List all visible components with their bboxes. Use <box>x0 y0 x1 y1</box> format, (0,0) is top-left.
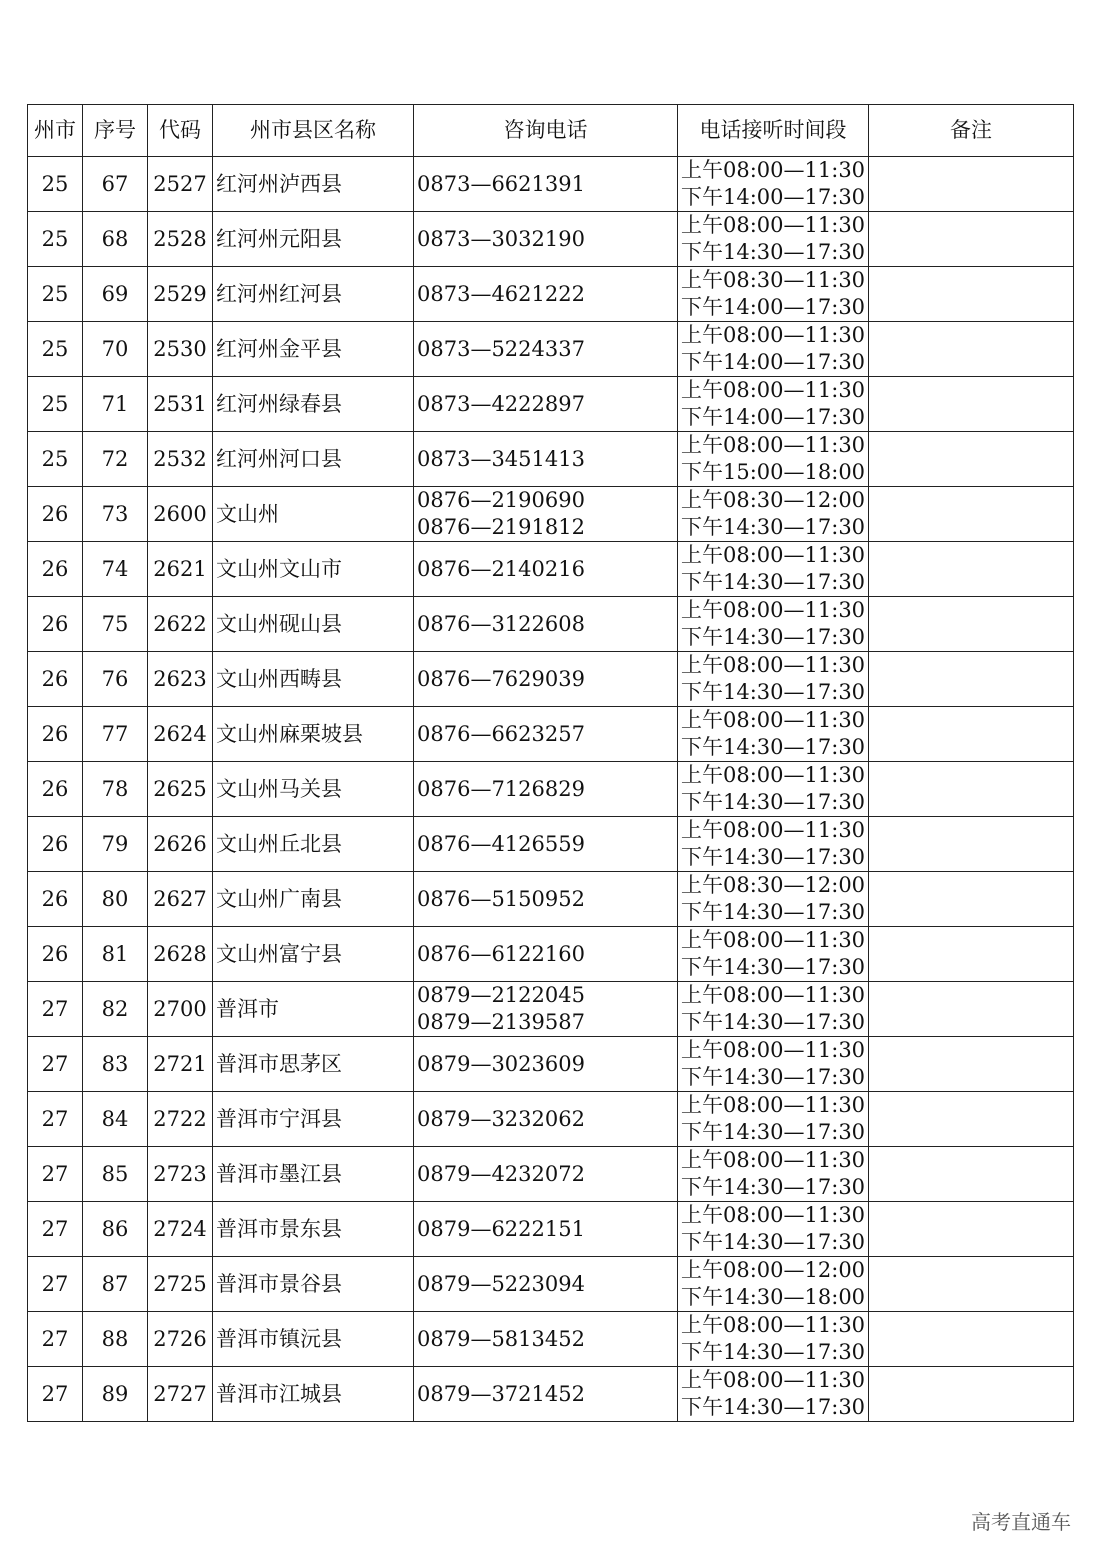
cell-daima: 2623 <box>148 652 213 707</box>
phone-number: 0879—2122045 <box>417 983 585 1007</box>
cell-xuhao: 79 <box>83 817 148 872</box>
cell-note <box>869 707 1074 762</box>
hours-line: 上午08:00—11:30 <box>681 1038 866 1062</box>
cell-phone <box>414 212 678 267</box>
header-xuhao: 序号 <box>83 105 148 157</box>
cell-daima: 2725 <box>148 1257 213 1312</box>
cell-name: 普洱市江城县 <box>213 1367 414 1422</box>
cell-hours <box>678 1147 869 1202</box>
cell-daima: 2625 <box>148 762 213 817</box>
cell-phone <box>414 487 678 542</box>
table-row <box>28 212 1074 267</box>
table-row <box>28 927 1074 982</box>
cell-zhou: 25 <box>28 157 83 212</box>
table-body <box>28 157 1074 1422</box>
cell-phone <box>414 1037 678 1092</box>
phone-number: 0876—2191812 <box>417 515 585 539</box>
cell-hours <box>678 597 869 652</box>
hours-line: 下午14:30—17:30 <box>681 1175 866 1199</box>
cell-phone <box>414 762 678 817</box>
hours-line: 下午14:00—17:30 <box>681 295 866 319</box>
cell-name: 红河州金平县 <box>213 322 414 377</box>
cell-hours <box>678 487 869 542</box>
cell-note <box>869 212 1074 267</box>
cell-xuhao: 87 <box>83 1257 148 1312</box>
phone-number: 0876—7629039 <box>417 666 585 691</box>
table-row <box>28 432 1074 487</box>
cell-xuhao: 68 <box>83 212 148 267</box>
cell-note <box>869 322 1074 377</box>
cell-zhou: 26 <box>28 542 83 597</box>
cell-zhou: 25 <box>28 212 83 267</box>
cell-phone <box>414 872 678 927</box>
cell-hours <box>678 432 869 487</box>
table-row <box>28 652 1074 707</box>
hours-line: 下午14:30—17:30 <box>681 1065 866 1089</box>
phone-number: 0879—6222151 <box>417 1216 585 1241</box>
cell-zhou: 26 <box>28 597 83 652</box>
hours-line: 上午08:00—11:30 <box>681 543 866 567</box>
cell-name: 文山州麻栗坡县 <box>213 707 414 762</box>
table-row <box>28 707 1074 762</box>
table-row <box>28 1092 1074 1147</box>
table-row <box>28 762 1074 817</box>
hours-line: 下午14:30—17:30 <box>681 735 866 759</box>
cell-daima: 2724 <box>148 1202 213 1257</box>
hours-line: 下午14:30—17:30 <box>681 240 866 264</box>
cell-name: 普洱市景东县 <box>213 1202 414 1257</box>
hours-line: 上午08:00—11:30 <box>681 158 866 182</box>
cell-phone <box>414 1092 678 1147</box>
cell-name: 普洱市镇沅县 <box>213 1312 414 1367</box>
cell-xuhao: 75 <box>83 597 148 652</box>
cell-hours <box>678 377 869 432</box>
cell-note <box>869 1037 1074 1092</box>
hours-line: 下午14:30—17:30 <box>681 570 866 594</box>
cell-xuhao: 81 <box>83 927 148 982</box>
cell-phone <box>414 1367 678 1422</box>
hours-line: 下午14:00—17:30 <box>681 405 866 429</box>
cell-xuhao: 71 <box>83 377 148 432</box>
cell-hours <box>678 1367 869 1422</box>
cell-name: 文山州马关县 <box>213 762 414 817</box>
hours-line: 下午14:30—18:00 <box>681 1285 866 1309</box>
cell-note <box>869 267 1074 322</box>
hours-line: 上午08:00—11:30 <box>681 1368 866 1392</box>
cell-name: 文山州 <box>213 487 414 542</box>
cell-daima: 2621 <box>148 542 213 597</box>
cell-zhou: 27 <box>28 1312 83 1367</box>
phone-number: 0873—3032190 <box>417 226 585 251</box>
table-row <box>28 322 1074 377</box>
cell-phone <box>414 377 678 432</box>
table-row <box>28 1312 1074 1367</box>
cell-note <box>869 1367 1074 1422</box>
cell-xuhao: 78 <box>83 762 148 817</box>
header-hours: 电话接听时间段 <box>678 105 869 157</box>
cell-zhou: 25 <box>28 432 83 487</box>
cell-name: 文山州砚山县 <box>213 597 414 652</box>
phone-number: 0876—2140216 <box>417 556 585 581</box>
cell-daima: 2722 <box>148 1092 213 1147</box>
contact-table <box>27 104 1074 1422</box>
cell-daima: 2531 <box>148 377 213 432</box>
cell-name: 红河州泸西县 <box>213 157 414 212</box>
cell-name: 文山州西畴县 <box>213 652 414 707</box>
hours-line: 下午14:30—17:30 <box>681 900 866 924</box>
cell-xuhao: 80 <box>83 872 148 927</box>
watermark-text: 高考直通车 <box>971 1510 1071 1534</box>
table-row <box>28 1257 1074 1312</box>
cell-daima: 2723 <box>148 1147 213 1202</box>
cell-daima: 2628 <box>148 927 213 982</box>
cell-xuhao: 70 <box>83 322 148 377</box>
cell-hours <box>678 1202 869 1257</box>
cell-hours <box>678 927 869 982</box>
cell-note <box>869 762 1074 817</box>
cell-daima: 2527 <box>148 157 213 212</box>
cell-name: 文山州广南县 <box>213 872 414 927</box>
cell-daima: 2528 <box>148 212 213 267</box>
cell-hours <box>678 212 869 267</box>
cell-xuhao: 77 <box>83 707 148 762</box>
cell-hours <box>678 817 869 872</box>
hours-line: 上午08:30—12:00 <box>681 873 866 897</box>
cell-daima: 2529 <box>148 267 213 322</box>
cell-hours <box>678 872 869 927</box>
cell-name: 普洱市 <box>213 982 414 1037</box>
cell-daima: 2626 <box>148 817 213 872</box>
header-name: 州市县区名称 <box>213 105 414 157</box>
hours-line: 上午08:00—11:30 <box>681 213 866 237</box>
cell-hours <box>678 322 869 377</box>
hours-line: 下午14:30—17:30 <box>681 1120 866 1144</box>
cell-hours <box>678 707 869 762</box>
cell-note <box>869 432 1074 487</box>
table-row <box>28 487 1074 542</box>
cell-zhou: 26 <box>28 927 83 982</box>
cell-name: 红河州绿春县 <box>213 377 414 432</box>
hours-line: 下午14:00—17:30 <box>681 185 866 209</box>
cell-zhou: 27 <box>28 1367 83 1422</box>
cell-zhou: 27 <box>28 1147 83 1202</box>
cell-name: 普洱市宁洱县 <box>213 1092 414 1147</box>
hours-line: 下午14:30—17:30 <box>681 790 866 814</box>
hours-line: 下午14:30—17:30 <box>681 955 866 979</box>
hours-line: 上午08:30—12:00 <box>681 488 866 512</box>
cell-zhou: 25 <box>28 267 83 322</box>
cell-daima: 2622 <box>148 597 213 652</box>
cell-note <box>869 982 1074 1037</box>
header-zhou: 州市 <box>28 105 83 157</box>
hours-line: 下午14:30—17:30 <box>681 1340 866 1364</box>
phone-number: 0879—3232062 <box>417 1106 585 1131</box>
table-row <box>28 1202 1074 1257</box>
phone-number: 0879—4232072 <box>417 1161 585 1186</box>
cell-xuhao: 85 <box>83 1147 148 1202</box>
hours-line: 上午08:00—11:30 <box>681 323 866 347</box>
cell-xuhao: 76 <box>83 652 148 707</box>
phone-number: 0873—4222897 <box>417 391 585 416</box>
cell-phone <box>414 542 678 597</box>
cell-xuhao: 67 <box>83 157 148 212</box>
table-row <box>28 1037 1074 1092</box>
cell-phone <box>414 817 678 872</box>
cell-name: 红河州红河县 <box>213 267 414 322</box>
cell-name: 文山州丘北县 <box>213 817 414 872</box>
cell-zhou: 27 <box>28 1202 83 1257</box>
cell-note <box>869 377 1074 432</box>
cell-xuhao: 74 <box>83 542 148 597</box>
cell-zhou: 27 <box>28 1257 83 1312</box>
phone-number: 0876—2190690 <box>417 488 585 512</box>
phone-number: 0873—5224337 <box>417 336 585 361</box>
cell-xuhao: 84 <box>83 1092 148 1147</box>
table-row <box>28 817 1074 872</box>
cell-name: 普洱市景谷县 <box>213 1257 414 1312</box>
phone-number: 0879—5223094 <box>417 1271 585 1296</box>
hours-line: 上午08:00—11:30 <box>681 1093 866 1117</box>
header-row <box>28 105 1074 157</box>
cell-phone <box>414 1312 678 1367</box>
cell-name: 红河州元阳县 <box>213 212 414 267</box>
cell-zhou: 26 <box>28 707 83 762</box>
cell-phone <box>414 432 678 487</box>
cell-daima: 2727 <box>148 1367 213 1422</box>
hours-line: 上午08:00—11:30 <box>681 1148 866 1172</box>
hours-line: 上午08:00—11:30 <box>681 818 866 842</box>
cell-note <box>869 542 1074 597</box>
cell-xuhao: 89 <box>83 1367 148 1422</box>
cell-xuhao: 73 <box>83 487 148 542</box>
hours-line: 上午08:30—11:30 <box>681 268 866 292</box>
hours-line: 下午14:30—17:30 <box>681 625 866 649</box>
hours-line: 上午08:00—11:30 <box>681 598 866 622</box>
table-row <box>28 542 1074 597</box>
hours-line: 下午15:00—18:00 <box>681 460 866 484</box>
cell-daima: 2721 <box>148 1037 213 1092</box>
cell-hours <box>678 1312 869 1367</box>
phone-number: 0876—7126829 <box>417 776 585 801</box>
phone-number: 0876—5150952 <box>417 886 585 911</box>
cell-note <box>869 157 1074 212</box>
cell-zhou: 26 <box>28 487 83 542</box>
cell-phone <box>414 707 678 762</box>
hours-line: 上午08:00—11:30 <box>681 763 866 787</box>
cell-phone <box>414 1257 678 1312</box>
phone-number: 0879—3721452 <box>417 1381 585 1406</box>
cell-note <box>869 1147 1074 1202</box>
cell-zhou: 25 <box>28 377 83 432</box>
phone-number: 0879—5813452 <box>417 1326 585 1351</box>
hours-line: 上午08:00—11:30 <box>681 653 866 677</box>
cell-daima: 2600 <box>148 487 213 542</box>
cell-zhou: 27 <box>28 1037 83 1092</box>
cell-hours <box>678 1257 869 1312</box>
cell-zhou: 25 <box>28 322 83 377</box>
cell-xuhao: 69 <box>83 267 148 322</box>
cell-name: 文山州富宁县 <box>213 927 414 982</box>
phone-number: 0873—4621222 <box>417 281 585 306</box>
cell-daima: 2624 <box>148 707 213 762</box>
phone-number: 0876—6122160 <box>417 941 585 966</box>
cell-xuhao: 82 <box>83 982 148 1037</box>
cell-note <box>869 1092 1074 1147</box>
cell-zhou: 27 <box>28 982 83 1037</box>
hours-line: 下午14:30—17:30 <box>681 680 866 704</box>
cell-phone <box>414 982 678 1037</box>
header-phone: 咨询电话 <box>414 105 678 157</box>
cell-zhou: 26 <box>28 872 83 927</box>
cell-hours <box>678 1037 869 1092</box>
table-row <box>28 157 1074 212</box>
table-row <box>28 267 1074 322</box>
hours-line: 上午08:00—12:00 <box>681 1258 866 1282</box>
cell-note <box>869 652 1074 707</box>
cell-note <box>869 1312 1074 1367</box>
cell-phone <box>414 597 678 652</box>
cell-hours <box>678 982 869 1037</box>
phone-number: 0876—6623257 <box>417 721 585 746</box>
cell-note <box>869 872 1074 927</box>
hours-line: 下午14:30—17:30 <box>681 1395 866 1419</box>
cell-zhou: 26 <box>28 762 83 817</box>
hours-line: 上午08:00—11:30 <box>681 1203 866 1227</box>
hours-line: 下午14:30—17:30 <box>681 1010 866 1034</box>
cell-note <box>869 1202 1074 1257</box>
hours-line: 上午08:00—11:30 <box>681 708 866 732</box>
cell-daima: 2530 <box>148 322 213 377</box>
hours-line: 下午14:00—17:30 <box>681 350 866 374</box>
hours-line: 下午14:30—17:30 <box>681 1230 866 1254</box>
cell-xuhao: 83 <box>83 1037 148 1092</box>
hours-line: 下午14:30—17:30 <box>681 845 866 869</box>
cell-hours <box>678 762 869 817</box>
cell-phone <box>414 322 678 377</box>
header-daima: 代码 <box>148 105 213 157</box>
cell-note <box>869 487 1074 542</box>
phone-number: 0879—2139587 <box>417 1010 585 1034</box>
cell-daima: 2700 <box>148 982 213 1037</box>
cell-phone <box>414 267 678 322</box>
cell-note <box>869 817 1074 872</box>
cell-phone <box>414 927 678 982</box>
table-row <box>28 982 1074 1037</box>
cell-daima: 2726 <box>148 1312 213 1367</box>
hours-line: 上午08:00—11:30 <box>681 378 866 402</box>
cell-note <box>869 597 1074 652</box>
cell-name: 普洱市思茅区 <box>213 1037 414 1092</box>
cell-daima: 2532 <box>148 432 213 487</box>
cell-hours <box>678 542 869 597</box>
hours-line: 下午14:30—17:30 <box>681 515 866 539</box>
cell-phone <box>414 652 678 707</box>
cell-name: 普洱市墨江县 <box>213 1147 414 1202</box>
cell-hours <box>678 267 869 322</box>
phone-number: 0873—3451413 <box>417 446 585 471</box>
cell-zhou: 26 <box>28 817 83 872</box>
cell-xuhao: 88 <box>83 1312 148 1367</box>
hours-line: 上午08:00—11:30 <box>681 1313 866 1337</box>
cell-zhou: 27 <box>28 1092 83 1147</box>
hours-line: 上午08:00—11:30 <box>681 928 866 952</box>
table-row <box>28 597 1074 652</box>
cell-zhou: 26 <box>28 652 83 707</box>
cell-hours <box>678 652 869 707</box>
hours-line: 上午08:00—11:30 <box>681 433 866 457</box>
table-row <box>28 872 1074 927</box>
cell-note <box>869 927 1074 982</box>
cell-phone <box>414 157 678 212</box>
table-row <box>28 377 1074 432</box>
phone-number: 0879—3023609 <box>417 1051 585 1076</box>
hours-line: 上午08:00—11:30 <box>681 983 866 1007</box>
cell-phone <box>414 1202 678 1257</box>
cell-xuhao: 86 <box>83 1202 148 1257</box>
table-row <box>28 1367 1074 1422</box>
cell-name: 红河州河口县 <box>213 432 414 487</box>
phone-number: 0876—3122608 <box>417 611 585 636</box>
header-note: 备注 <box>869 105 1074 157</box>
cell-name: 文山州文山市 <box>213 542 414 597</box>
table-row <box>28 1147 1074 1202</box>
cell-hours <box>678 157 869 212</box>
cell-daima: 2627 <box>148 872 213 927</box>
phone-number: 0873—6621391 <box>417 171 585 196</box>
cell-xuhao: 72 <box>83 432 148 487</box>
phone-number: 0876—4126559 <box>417 831 585 856</box>
cell-phone <box>414 1147 678 1202</box>
cell-note <box>869 1257 1074 1312</box>
cell-hours <box>678 1092 869 1147</box>
